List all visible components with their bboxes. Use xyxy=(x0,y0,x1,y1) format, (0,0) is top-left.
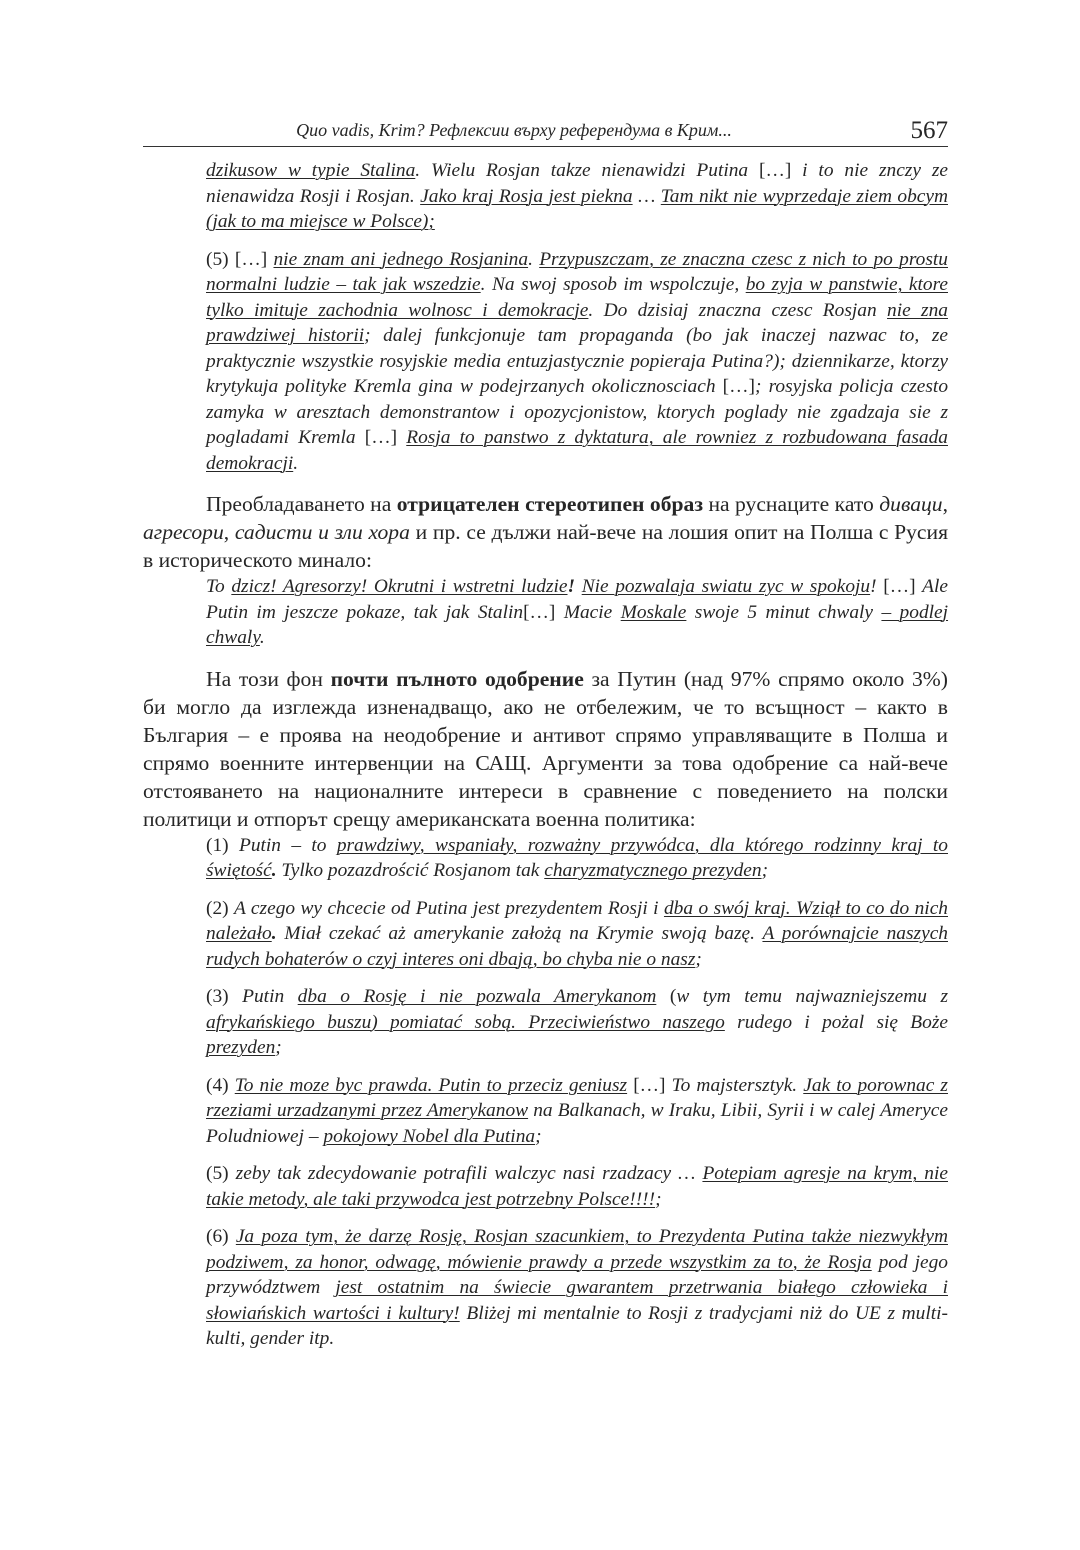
underlined-phrase: jest ostatnim na świecie gwarantem przetrwania białego człowieka i słowiańskich wartości i kultury! xyxy=(206,1277,948,1324)
paragraph-text: На този фон xyxy=(206,666,331,691)
quote-text: ; xyxy=(535,1125,542,1147)
quote-text: … xyxy=(632,185,661,207)
underlined-phrase: Ja poza tym, że darzę Rosję, Rosjan szacunkiem, to Prezydenta Putina także niezwykłym podziwem, za honor, odwagę, mówienie prawdy a przede wszystkim za to, że Rosja xyxy=(206,1226,948,1273)
quote-number: (1) xyxy=(206,834,239,856)
quote-text: To xyxy=(206,576,232,597)
quote-number: (3) xyxy=(206,986,243,1007)
underlined-phrase: Nie pozwalaja swiatu zyc w spokoju xyxy=(581,576,871,597)
underlined-phrase: Rosja to panstwo z dyktatura, ale rowniez z rozbudowana fasada demokracji xyxy=(206,427,948,474)
page-number: 567 xyxy=(910,117,948,144)
underlined-phrase: Jako kraj Rosja jest piekna xyxy=(420,185,633,207)
italic-term: диваци xyxy=(879,492,943,516)
quote-text: To majstersztyk. xyxy=(671,1074,804,1096)
quote-number: (4) xyxy=(206,1074,235,1096)
underlined-phrase: bo zyja w panstwie, ktore tylko imituje zachodnia wolnosc i demokracje xyxy=(206,274,948,321)
paragraph-text: Преобладаването на xyxy=(206,492,397,516)
paragraph-text: , xyxy=(223,520,235,544)
italic-term: агресори xyxy=(143,520,224,544)
quote-text: Putin xyxy=(242,986,298,1007)
underlined-phrase: dba o Rosję i nie pozwala Amerykanom xyxy=(297,986,657,1007)
quote-number: (5) xyxy=(206,1163,236,1184)
quote-text: . xyxy=(528,248,540,270)
bold-phrase: отрицателен стереотипен образ xyxy=(396,492,703,516)
ellipsis-bracket: […] xyxy=(758,160,792,181)
quote-text xyxy=(575,576,582,597)
underlined-phrase: Tam nikt nie wyprzedaje ziem obcym (jak to ma miejsce w Polsce); xyxy=(206,185,949,232)
underlined-phrase: Potepiam agresje na krym, nie takie metody, ale taki przywodca jest potrzebny Polsce!!!! xyxy=(206,1163,948,1210)
underlined-phrase: Jak to porownac z rzeziami urzadzanymi przez Amerykanow xyxy=(206,1074,948,1121)
quote-text: ! xyxy=(567,576,576,597)
paragraph-text: за Путин (над 97% спрямо около 3%) би могло да изглежда изненадващо, ако не отбележим, че то всъщност – както в България – е проява на неодобрение и антивот спрямо управляващите в Полша и спрямо военните интервенции на САЩ. Аргументи за това одобрение са най-вече отстояването на националните интереси в сравнение с поведението на полски политици и отпорът срещу американската военна политика: xyxy=(143,666,948,831)
underlined-phrase: Moskale xyxy=(620,601,687,623)
quote-block xyxy=(206,247,948,477)
quote-text: na Balkanach, w Iraku, Libii, Syrii i w calej Ameryce Poludniowej – xyxy=(206,1100,948,1147)
underlined-phrase: prezyden xyxy=(206,1037,276,1058)
quote-text: ; dalej funkcjonuje tam propaganda (bo jak inaczej nazwac to, ze praktycznie wszystkie rosyjskie media entuzjastycznie popieraja Putina?); dziennikarze, ktorzy krytykuja polityke Kremla gina w podejrzanych okolicznosciach xyxy=(206,325,948,397)
quote-number: (5) […] xyxy=(206,248,274,270)
quote-text: y ze nienawidza Rosji i Rosjan. xyxy=(206,160,948,207)
quote-text: . xyxy=(293,452,299,474)
underlined-phrase: A porównajcie naszych rudych bohaterów o czyj interes oni dbają, bo chyba nie o nasz xyxy=(206,923,948,970)
quote-text: Miał czekać aż amerykanie założą na Krymie swoją bazę. xyxy=(276,923,763,944)
quote-text: w tym temu najwazniejszemu z xyxy=(676,986,948,1007)
underlined-phrase: pokojowy Nobel dla Putina xyxy=(323,1125,536,1147)
quote-text: ; xyxy=(761,860,769,881)
bold-phrase: почти пълното одобрение xyxy=(330,666,584,691)
quote-block xyxy=(206,158,948,235)
running-title: Quo vadis, Krim? Рефлексии върху референдума в Крим... xyxy=(296,120,732,140)
quote-block xyxy=(206,833,948,884)
underlined-phrase: dzikusow w typie Stalina xyxy=(206,160,416,181)
quote-number: (2) xyxy=(206,897,235,919)
paragraph-text: , xyxy=(942,492,948,516)
quote-text: Tylko pozazdrościć Rosjanom tak xyxy=(276,860,545,881)
body-paragraph xyxy=(143,490,948,574)
quote-text: i to nie zncz xyxy=(791,160,913,181)
quote-text: Ale Putin im jeszcze pokaze, tak jak Stalin xyxy=(206,576,949,623)
paragraph-text: на руснаците като xyxy=(703,492,880,516)
quote-text: . Wielu Rosjan takze nienawidzi Putina xyxy=(415,160,759,181)
paragraph-text: и пр. се дължи най-вече на лошия опит на Полша с Русия в историческото минало: xyxy=(143,520,949,572)
quote-block xyxy=(206,984,948,1061)
underlined-phrase: nie zna prawdziwej historii xyxy=(206,299,948,346)
quote-number: (6) xyxy=(206,1226,236,1247)
underlined-phrase: nie znam ani jednego Rosjanina xyxy=(273,248,529,270)
italic-term: садисти и зли хора xyxy=(234,520,410,544)
ellipsis-bracket: […] xyxy=(883,576,923,597)
quote-text: ; rosyjska policja czesto zamyka w aresztach demonstrantow i opozycjonistow, ktorych poglady nie zgadzaja sie z pogladami Kremla xyxy=(206,376,949,448)
underlined-phrase: Przypuszczam, ze znaczna czesc z nich to po prostu normalni ludzie – tak jak wszedzie xyxy=(206,248,948,295)
underlined-phrase: prawdziwy, wspaniały, rozważny przywódca, dla którego rodzinny kraj to świętość xyxy=(206,834,948,881)
quote-text: A czego wy chcecie od Putina jest prezydentem Rosji i xyxy=(234,897,664,919)
quote-text: Bliżej mi mentalnie to Rosji z tradycjami niż do UE z multi-kulti, gender itp. xyxy=(206,1302,948,1349)
quote-text: . Do dzisiaj znaczna czesc Rosjan xyxy=(588,299,887,321)
quote-block xyxy=(206,1073,948,1150)
body-paragraph xyxy=(143,665,948,833)
quote-text: . xyxy=(271,860,277,881)
underlined-phrase: To nie moze byc prawda. Putin to przeciz geniusz xyxy=(234,1074,628,1096)
quote-block xyxy=(206,1224,948,1352)
underlined-phrase: dba o swój kraj. Wziął to co do nich należało xyxy=(206,897,948,944)
quote-text: Macie xyxy=(563,601,621,623)
running-header xyxy=(143,110,948,147)
quote-text: . xyxy=(259,627,265,648)
underlined-phrase: dzicz! Agresorzy! Okrutni i wstretni ludzie xyxy=(231,576,568,597)
quote-text: swoje 5 minut chwaly xyxy=(686,601,882,623)
ellipsis-bracket: […] xyxy=(722,376,755,397)
quote-text: ! xyxy=(870,576,884,597)
quote-text: Putin – to xyxy=(238,834,337,856)
ellipsis-bracket: […] xyxy=(627,1074,672,1096)
ellipsis-bracket: […] xyxy=(364,427,407,448)
underlined-phrase: charyzmatycznego prezyden xyxy=(544,860,762,881)
quote-text: ; xyxy=(655,1188,662,1210)
quote-block xyxy=(206,1161,948,1212)
quote-text: ( xyxy=(656,986,677,1007)
page-body xyxy=(143,158,948,1352)
quote-text: rudego i pożal się Boże xyxy=(724,1011,948,1033)
ellipsis-bracket: […] xyxy=(523,601,564,623)
quote-block xyxy=(206,574,948,651)
quote-text: . xyxy=(271,923,277,944)
underlined-phrase: – podlej chwaly xyxy=(206,601,949,648)
quote-block xyxy=(206,896,948,973)
underlined-phrase: afrykańskiego buszu) pomiatać sobą. Przeciwieństwo naszego xyxy=(206,1011,725,1033)
quote-text: ; xyxy=(695,948,702,970)
quote-text: pod jego przywództwem xyxy=(206,1251,948,1298)
quote-text: ; xyxy=(275,1037,282,1058)
quote-text: zeby tak zdecydowanie potrafili walczyc nasi rzadzacy … xyxy=(235,1163,703,1184)
quote-text: . Na swoj sposob im wspolczuje, xyxy=(480,274,746,295)
